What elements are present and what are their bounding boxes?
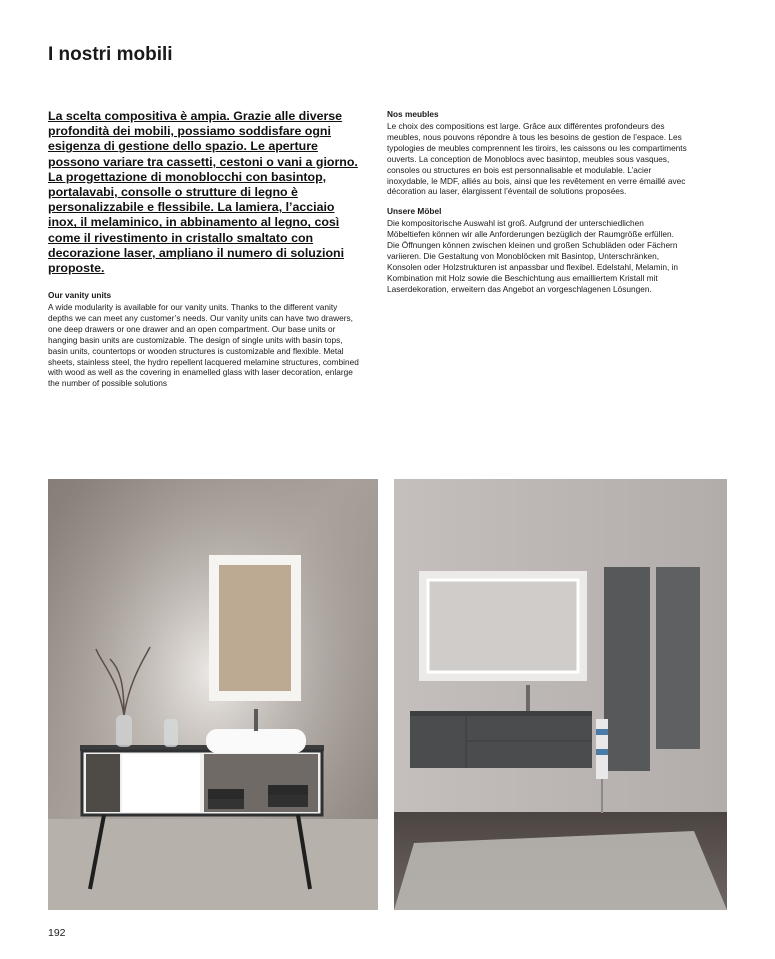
english-body: A wide modularity is available for our vanity units. Thanks to the different vanity depths we can meet any customer’s needs. Our vanity units can have two drawers, one deep drawers or one drawer and an open compartment. Our base units or hanging basin units are customizable. The design of single units with basin tops, basin units, countertops or wooden structures is customizable and flexible. Metal sheets, stainless steel, the hydro repellent lacquered melamine structures, combined with wood as well as the covering in enamelled glass with laser decoration, enlarge the number of possible solutions: [48, 302, 359, 389]
french-section: [387, 109, 687, 197]
german-heading: Unsere Möbel: [387, 206, 442, 217]
page-title: I nostri mobili: [48, 44, 173, 65]
german-section: [387, 206, 687, 294]
photo-vanity-with-legs-image: [48, 479, 378, 910]
photo-wall-hung-vanity-image: [394, 479, 727, 910]
english-heading: Our vanity units: [48, 290, 112, 300]
photo-vanity-with-legs: [48, 479, 378, 910]
french-heading: Nos meubles: [387, 109, 439, 119]
english-section: [48, 290, 360, 389]
intro-italian: La scelta compositiva è ampia. Grazie alle diverse profondità dei mobili, possiamo soddisfare ogni esigenza di gestione dello spazio. Le aperture possono variare tra cassetti, cestoni o vani a giorno. La progettazione di monoblocchi con basintop, portalavabi, consolle o strutture di legno è personalizzabile e flessibile. La lamiera, l’acciaio inox, il melaminico, in abbinamento al legno, così come il rivestimento in cristallo smaltato con decorazione laser, ampliano il numero di soluzioni proposte.: [48, 109, 358, 276]
photo-wall-hung-vanity: [394, 479, 727, 910]
french-body: Le choix des compositions est large. Grâce aux différentes profondeurs des meubles, nous pouvons répondre à tous les besoins de gestion de l’espace. Les typologies de meubles comprennent les tiroirs, les caissons ou les compartiments ouverts. La conception de Monoblocs avec basintop, meubles sous vasques, consoles ou structures en bois est personnalisable et modulable. L’acier inoxydable, le MDF, alliés au bois, ainsi que les revêtement en verre émaillé avec décoration au laser, élargissent l’éventail de solutions proposées.: [387, 121, 687, 197]
right-column: [387, 109, 687, 295]
page-number: 192: [48, 927, 66, 939]
german-body: Die kompositorische Auswahl ist groß. Aufgrund der unterschiedlichen Möbeltiefen können wir alle Anforderungen bezüglich der Raumgröße erfüllen. Die Öffnungen können zwischen kleinen und großen Schubläden oder Fächern variieren. Die Gestaltung von Monoblöcken mit Basintop, Unterschränken, Konsolen oder Holzstrukturen ist anpassbar und flexibel. Edelstahl, Melamin, in Kombination mit Holz sowie die Beschichtung aus emailliertem Kristall mit Laserdekoration, erweitern das Angebot an vorgeschlagenen Lösungen.: [387, 218, 679, 294]
